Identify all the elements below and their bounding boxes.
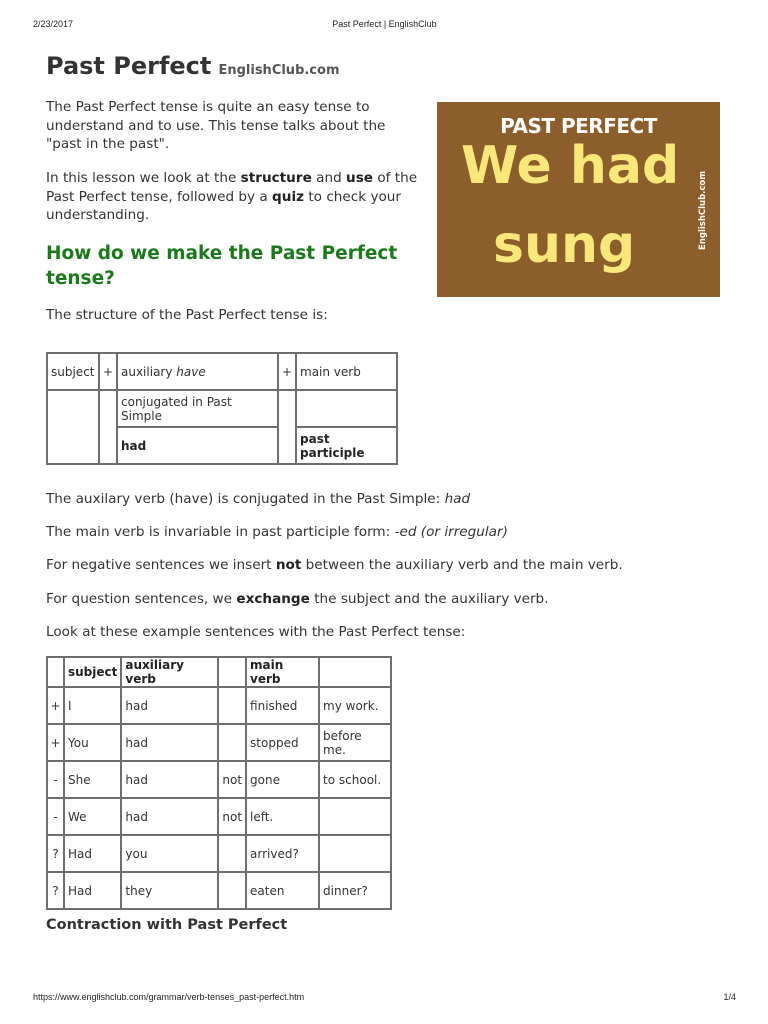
note-text: the subject and the auxiliary verb. bbox=[309, 591, 549, 607]
table-cell: not bbox=[218, 761, 246, 798]
table-cell: Had bbox=[64, 872, 121, 909]
cell-main-verb: main verb bbox=[296, 353, 397, 390]
banner-line-1: We had bbox=[461, 136, 680, 196]
print-page-title: Past Perfect | EnglishClub bbox=[332, 19, 437, 29]
note-negative bbox=[46, 556, 623, 575]
table-cell: eaten bbox=[246, 872, 319, 909]
intro-text: of the Past Perfect tense, followed by a bbox=[46, 170, 418, 205]
note-text: The main verb is invariable in past participle form: bbox=[46, 524, 395, 540]
table-cell: had bbox=[121, 724, 218, 761]
banner-line-2: sung bbox=[493, 215, 636, 275]
cell-empty bbox=[278, 390, 296, 464]
header-cell bbox=[319, 657, 391, 687]
note-auxiliary bbox=[46, 490, 470, 509]
site-name[interactable]: EnglishClub.com bbox=[218, 63, 340, 78]
table-row bbox=[47, 353, 397, 390]
table-cell: they bbox=[121, 872, 218, 909]
table-cell: before me. bbox=[319, 724, 391, 761]
table-cell: ? bbox=[47, 835, 64, 872]
table-cell: arrived? bbox=[246, 835, 319, 872]
table-cell: dinner? bbox=[319, 872, 391, 909]
section-heading: How do we make the Past Perfect tense? bbox=[46, 243, 398, 289]
table-row bbox=[47, 761, 391, 798]
table-cell bbox=[218, 835, 246, 872]
table-cell: - bbox=[47, 761, 64, 798]
aux-have: have bbox=[176, 364, 206, 379]
note-text: between the auxiliary verb and the main verb. bbox=[301, 557, 623, 573]
intro-text: In this lesson we look at the bbox=[46, 170, 241, 186]
table-cell: Had bbox=[64, 835, 121, 872]
table-header-row bbox=[47, 657, 391, 687]
examples-table bbox=[46, 656, 392, 910]
table-row bbox=[47, 872, 391, 909]
table-cell: gone bbox=[246, 761, 319, 798]
note-main-verb bbox=[46, 523, 508, 542]
print-date: 2/23/2017 bbox=[33, 19, 74, 29]
header-cell bbox=[218, 657, 246, 687]
quiz-link[interactable]: quiz bbox=[272, 188, 305, 205]
structure-intro: The structure of the Past Perfect tense is: bbox=[46, 307, 328, 323]
intro-paragraph-1: The Past Perfect tense is quite an easy tense to understand and to use. This tense talks about the "past in the past". bbox=[46, 99, 386, 153]
table-cell: not bbox=[218, 798, 246, 835]
structure-table bbox=[46, 352, 398, 465]
page-title: Past Perfect bbox=[46, 52, 212, 80]
cell-had bbox=[117, 427, 278, 464]
banner-brand-logo: EnglishClub.com bbox=[698, 170, 708, 250]
table-cell: stopped bbox=[246, 724, 319, 761]
print-header bbox=[33, 19, 736, 31]
cell-subject: subject bbox=[47, 353, 99, 390]
note-bold: not bbox=[275, 557, 302, 573]
note-bold: exchange bbox=[236, 591, 310, 607]
table-cell: You bbox=[64, 724, 121, 761]
table-cell bbox=[218, 872, 246, 909]
table-row bbox=[47, 798, 391, 835]
table-row bbox=[47, 835, 391, 872]
header-cell bbox=[47, 657, 64, 687]
intro-text: and bbox=[311, 170, 347, 186]
table-row bbox=[47, 724, 391, 761]
table-cell: my work. bbox=[319, 687, 391, 724]
table-cell: left. bbox=[246, 798, 319, 835]
table-cell: had bbox=[121, 687, 218, 724]
note-text: For negative sentences we insert bbox=[46, 557, 276, 573]
cell-empty bbox=[296, 390, 397, 427]
print-footer bbox=[33, 992, 736, 1004]
table-cell: finished bbox=[246, 687, 319, 724]
had-text: had bbox=[121, 438, 147, 453]
note-text: The auxilary verb (have) is conjugated in the Past Simple: bbox=[46, 491, 445, 507]
cell-conjugated: conjugated in Past Simple bbox=[117, 390, 278, 427]
past-perfect-banner-image bbox=[437, 102, 720, 297]
cell-empty bbox=[99, 390, 117, 464]
print-page-number: 1/4 bbox=[723, 992, 736, 1002]
header-cell: main verb bbox=[246, 657, 319, 687]
note-question bbox=[46, 590, 549, 609]
table-cell bbox=[319, 798, 391, 835]
table-cell: had bbox=[121, 798, 218, 835]
cell-empty bbox=[47, 390, 99, 464]
table-row bbox=[47, 390, 397, 427]
table-cell: I bbox=[64, 687, 121, 724]
note-italic: had bbox=[444, 491, 471, 507]
header-cell: auxiliary verb bbox=[121, 657, 218, 687]
structure-link[interactable]: structure bbox=[240, 170, 312, 186]
cell-plus: + bbox=[99, 353, 117, 390]
table-cell: ? bbox=[47, 872, 64, 909]
table-row bbox=[47, 687, 391, 724]
table-cell bbox=[218, 724, 246, 761]
print-url: https://www.englishclub.com/grammar/verb-tenses_past-perfect.htm bbox=[33, 992, 305, 1002]
table-cell bbox=[218, 687, 246, 724]
table-cell: you bbox=[121, 835, 218, 872]
aux-label: auxiliary bbox=[121, 364, 177, 379]
note-text: For question sentences, we bbox=[46, 591, 237, 607]
intro-paragraph-2 bbox=[46, 169, 418, 225]
table-cell: She bbox=[64, 761, 121, 798]
table-cell: + bbox=[47, 724, 64, 761]
table-cell: We bbox=[64, 798, 121, 835]
cell-past-participle bbox=[296, 427, 397, 464]
banner-title: PAST PERFECT bbox=[500, 114, 657, 138]
note-examples-intro: Look at these example sentences with the Past Perfect tense: bbox=[46, 624, 466, 640]
note-italic: -ed (or irregular) bbox=[394, 524, 508, 540]
table-cell: - bbox=[47, 798, 64, 835]
contraction-heading: Contraction with Past Perfect bbox=[46, 917, 288, 933]
header-cell: subject bbox=[64, 657, 121, 687]
past-participle-text: past participle bbox=[300, 431, 365, 460]
table-cell bbox=[319, 835, 391, 872]
table-cell: + bbox=[47, 687, 64, 724]
cell-plus: + bbox=[278, 353, 296, 390]
cell-auxiliary bbox=[117, 353, 278, 390]
use-link[interactable]: use bbox=[346, 170, 374, 186]
page-title-row bbox=[46, 52, 340, 80]
table-cell: to school. bbox=[319, 761, 391, 798]
intro-text: to check your understanding. bbox=[46, 188, 402, 224]
table-cell: had bbox=[121, 761, 218, 798]
